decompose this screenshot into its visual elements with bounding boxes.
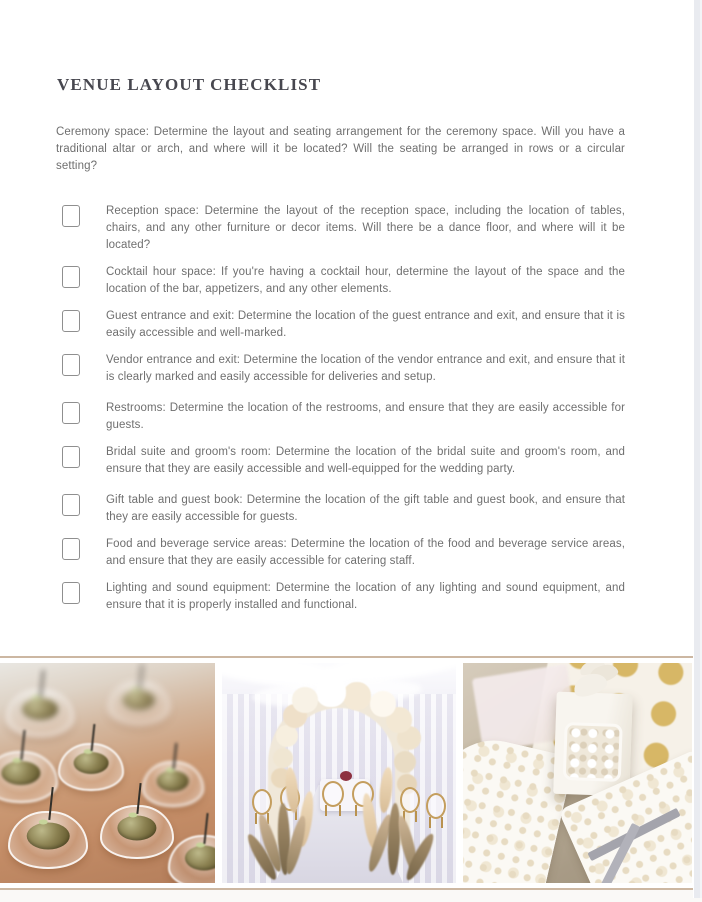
checkbox-guest-entrance[interactable]: [62, 310, 80, 332]
page-edge-strip: [693, 0, 702, 898]
checklist-item: [56, 444, 625, 478]
photo-band: [0, 656, 702, 902]
page-bottom-strip: [0, 890, 702, 902]
checkbox-vendor-entrance[interactable]: [62, 354, 80, 376]
checklist-item-text: Food and beverage service areas: Determine the location of the food and beverage service areas, and ensure that they are easily accessible for catering staff.: [106, 538, 625, 567]
checkbox-restrooms[interactable]: [62, 402, 80, 424]
checklist: [56, 203, 625, 614]
photo-appetizers: [0, 663, 215, 883]
checklist-item: [56, 308, 625, 342]
page-title: VENUE LAYOUT CHECKLIST: [57, 75, 322, 94]
checkbox-cocktail-hour[interactable]: [62, 266, 80, 288]
checkbox-gift-table[interactable]: [62, 494, 80, 516]
checklist-item: [56, 400, 625, 434]
checklist-group-2: [56, 400, 625, 478]
checklist-item: [56, 580, 625, 614]
checkbox-bridal-suite[interactable]: [62, 446, 80, 468]
checklist-item: [56, 264, 625, 298]
checkbox-reception-space[interactable]: [62, 205, 80, 227]
checklist-item-text: Lighting and sound equipment: Determine the location of any lighting and sound equipment, and ensure that it is properly installed and functional.: [106, 582, 625, 611]
photo-row: [0, 663, 702, 883]
checklist-item-text: Restrooms: Determine the location of the restrooms, and ensure that they are easily accessible for guests.: [106, 402, 625, 431]
intro-paragraph: Ceremony space: Determine the layout and seating arrangement for the ceremony space. Will you have a traditional altar or arch, and where will it be located? Will the seating be arranged in rows or a circular setting?: [56, 126, 625, 172]
checklist-item: [56, 352, 625, 386]
checklist-item: [56, 492, 625, 526]
checklist-item-text: Bridal suite and groom's room: Determine the location of the bridal suite and groom's room, and ensure that they are easily accessible and well-equipped for the wedding party.: [106, 446, 625, 475]
photo-ceremony-arch: [222, 663, 456, 883]
checklist-item: [56, 203, 625, 254]
checklist-item-text: Guest entrance and exit: Determine the location of the guest entrance and exit, and ensure that it is easily accessible and well-marked.: [106, 310, 625, 339]
checkbox-food-beverage[interactable]: [62, 538, 80, 560]
checklist-item-text: Reception space: Determine the layout of the reception space, including the location of tables, chairs, and any other furniture or decor items. Will there be a dance floor, and where will it be located?: [106, 205, 625, 251]
photo-favor-boxes: [463, 663, 692, 883]
checklist-item: [56, 536, 625, 570]
checkbox-lighting-sound[interactable]: [62, 582, 80, 604]
divider-line-top: [0, 656, 702, 658]
checklist-item-text: Cocktail hour space: If you're having a cocktail hour, determine the layout of the space and the location of the bar, appetizers, and any other elements.: [106, 266, 625, 295]
checklist-item-text: Gift table and guest book: Determine the location of the gift table and guest book, and ensure that they are easily accessible for guests.: [106, 494, 625, 523]
checklist-group-3: [56, 492, 625, 614]
checklist-group-1: [56, 203, 625, 386]
checklist-item-text: Vendor entrance and exit: Determine the location of the vendor entrance and exit, and ensure that it is clearly marked and easily accessible for deliveries and setup.: [106, 354, 625, 383]
